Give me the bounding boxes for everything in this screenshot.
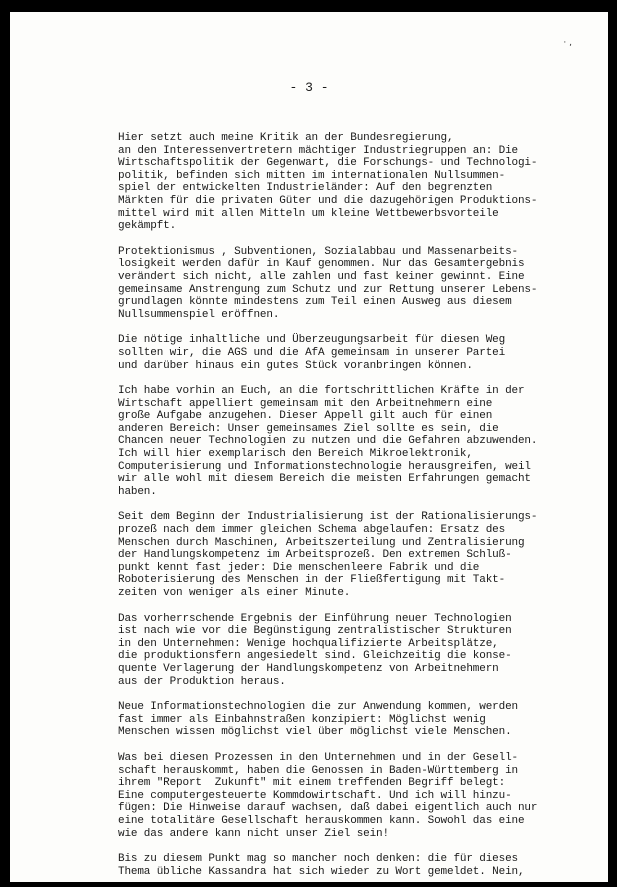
text-line: Menschen durch Maschinen, Arbeitszerteilung und Zentralisierung — [118, 536, 525, 549]
text-line: wir alle wohl mit diesem Bereich die meisten Erfahrungen gemacht — [118, 473, 531, 486]
text-line: Chancen neuer Technologien zu nutzen und die Gefahren abzuwenden. — [118, 435, 538, 448]
paragraph — [118, 246, 588, 322]
text-line: wie das andere kann nicht unser Ziel sein! — [118, 827, 389, 840]
text-line: ist nach wie vor die Begünstigung zentralistischer Strukturen — [118, 625, 512, 638]
text-line: Das vorherrschende Ergebnis der Einführung neuer Technologien — [118, 612, 512, 625]
text-line: Seit dem Beginn der Industrialisierung ist der Rationalisierungs- — [118, 511, 538, 524]
page-number: - 3 - — [289, 80, 329, 95]
text-line: eine totalitäre Gesellschaft herauskommen kann. Sowohl das eine — [118, 814, 525, 827]
text-line: haben. — [118, 485, 157, 498]
text-line: Computerisierung und Informationstechnologie herausgreifen, weil — [118, 460, 531, 473]
text-line: an den Interessenvertretern mächtiger Industriegruppen an: Die — [118, 144, 518, 157]
text-line: Wirtschaftspolitik der Gegenwart, die Forschungs- und Technologi- — [118, 157, 538, 170]
text-line: in den Unternehmen: Wenige hochqualifizierte Arbeitsplätze, — [118, 637, 499, 650]
text-line: Roboterisierung des Menschen in der Fließfertigung mit Takt- — [118, 574, 506, 587]
text-line: losigkeit werden dafür in Kauf genommen. Nur das Gesamtergebnis — [118, 258, 525, 271]
text-line: gekämpft. — [118, 220, 177, 233]
paragraph — [118, 334, 588, 372]
text-line: schaft herauskommt, haben die Genossen in Baden-Württemberg in — [118, 764, 518, 777]
text-line: punkt kennt fast jeder: Die menschenleere Fabrik und die — [118, 561, 480, 574]
text-line: quente Verlagerung der Handlungskompetenz von Arbeitnehmern — [118, 662, 499, 675]
text-line: große Aufgabe anzugehen. Dieser Appell gilt auch für einen — [118, 410, 493, 423]
paragraph — [118, 752, 588, 840]
text-line: Was bei diesen Prozessen in den Unternehmen und in der Gesell- — [118, 751, 518, 764]
paragraph — [118, 613, 588, 689]
text-line: Hier setzt auch meine Kritik an der Bundesregierung, — [118, 132, 454, 144]
body-text — [118, 132, 588, 882]
text-line: Menschen wissen möglichst viel über möglichst viele Menschen. — [118, 726, 512, 739]
paragraph — [118, 132, 588, 233]
text-line: die produktionsfern angesiedelt sind. Gleichzeitig die konse- — [118, 650, 512, 663]
text-line: Protektionismus , Subventionen, Sozialabbau und Massenarbeits- — [118, 245, 518, 258]
paragraph — [118, 853, 588, 878]
text-line: fügen: Die Hinweise darauf wachsen, daß dabei eigentlich auch nur — [118, 802, 538, 815]
paragraph — [118, 701, 588, 739]
text-line: zeiten von weniger als einer Minute. — [118, 587, 351, 599]
text-line: aus der Produktion heraus. — [118, 675, 286, 688]
text-line: der Handlungskompetenz im Arbeitsprozeß. Den extremen Schluß- — [118, 549, 512, 562]
text-line: Neue Informationstechnologien die zur Anwendung kommen, werden — [118, 701, 518, 714]
text-line: Die nötige inhaltliche und Überzeugungsarbeit für diesen Weg — [118, 334, 506, 347]
text-line: Märkten für die privaten Güter und die dazugehörigen Produktions- — [118, 194, 538, 207]
document-page — [10, 12, 608, 882]
text-line: und darüber hinaus ein gutes Stück voranbringen können. — [118, 359, 473, 372]
paragraph — [118, 385, 588, 498]
text-line: sollten wir, die AGS und die AfA gemeinsam in unserer Partei — [118, 346, 506, 359]
text-line: Ich habe vorhin an Euch, an die fortschrittlichen Kräfte in der — [118, 385, 525, 398]
text-line: verändert sich nicht, alle zahlen und fast keiner gewinnt. Eine — [118, 270, 525, 283]
scan-specks: · , — [563, 38, 572, 48]
text-line: Bis zu diesem Punkt mag so mancher noch denken: die für dieses — [118, 853, 518, 866]
text-line: Wirtschaft appelliert gemeinsam mit den Arbeitnehmern eine — [118, 397, 493, 410]
text-line: Thema übliche Kassandra hat sich wieder zu Wort gemeldet. Nein, — [118, 865, 525, 878]
text-line: Ich will hier exemplarisch den Bereich Mikroelektronik, — [118, 448, 473, 461]
text-line: spiel der entwickelten Industrieländer: Auf den begrenzten — [118, 182, 493, 195]
text-line: Eine computergesteuerte Kommdowirtschaft. Und ich will hinzu- — [118, 789, 512, 802]
text-line: ihrem "Report Zukunft" mit einem treffenden Begriff belegt: — [118, 777, 506, 790]
text-line: prozeß nach dem immer gleichen Schema abgelaufen: Ersatz des — [118, 524, 506, 537]
text-line: gemeinsame Anstrengung zum Schutz und zur Rettung unserer Lebens- — [118, 283, 538, 296]
text-line: fast immer als Einbahnstraßen konzipiert: Möglichst wenig — [118, 713, 486, 726]
paragraph — [118, 511, 588, 599]
text-line: anderen Bereich: Unser gemeinsames Ziel sollte es sein, die — [118, 422, 499, 435]
text-line: politik, befinden sich mitten im internationalen Nullsummen- — [118, 169, 506, 182]
text-line: grundlagen könnte mindestens zum Teil einen Ausweg aus diesem — [118, 296, 512, 309]
text-line: mittel wird mit allen Mitteln um kleine Wettbewerbsvorteile — [118, 207, 499, 220]
text-line: Nullsummenspiel eröffnen. — [118, 308, 280, 321]
